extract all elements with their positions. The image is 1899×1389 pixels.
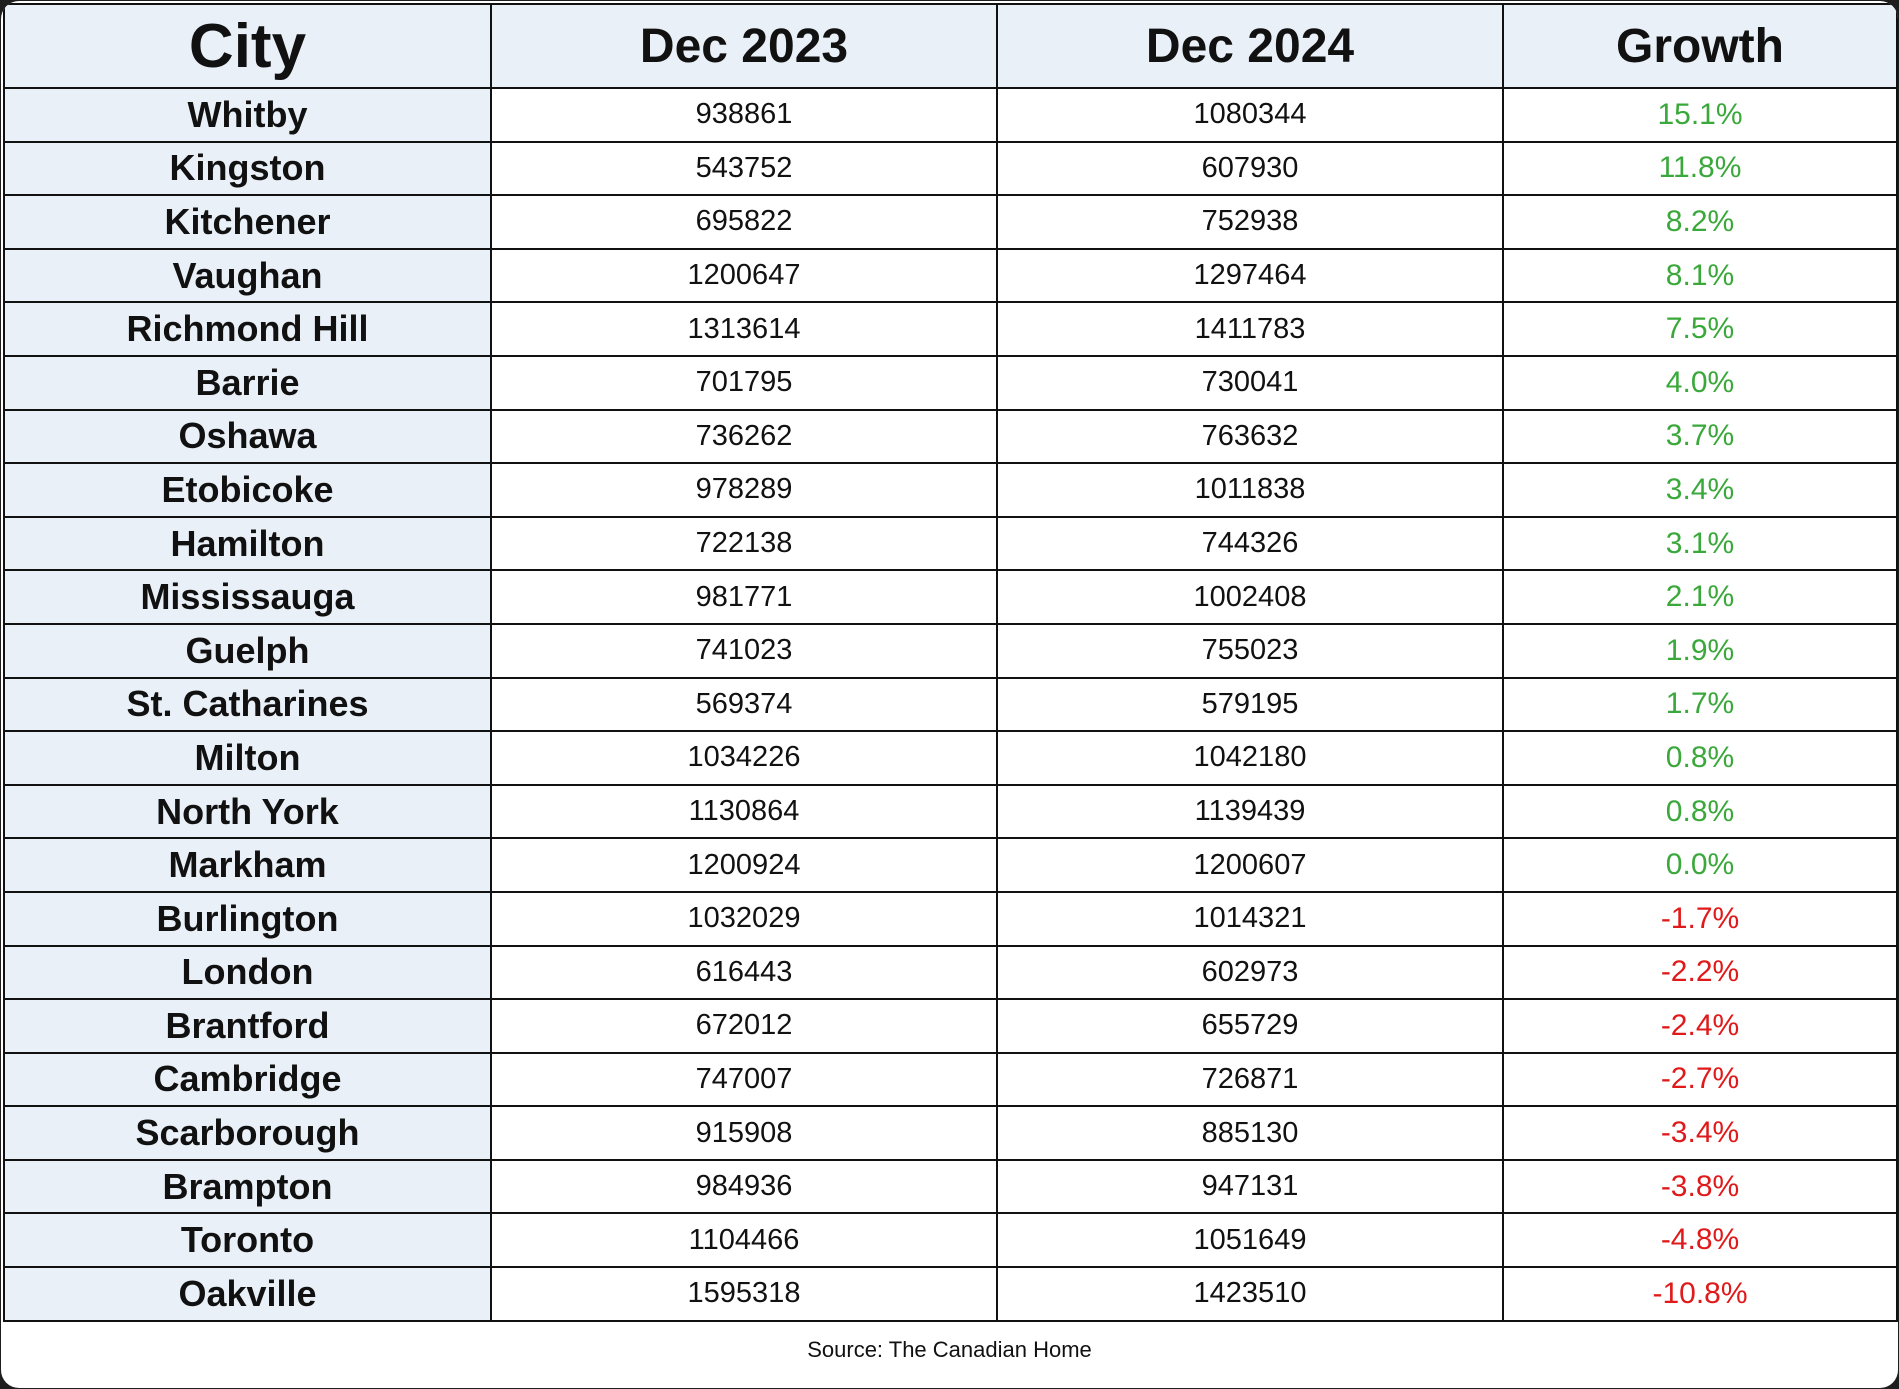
dec-2023-cell: 672012 — [491, 999, 997, 1053]
growth-cell: 0.8% — [1503, 731, 1897, 785]
dec-2024-cell: 607930 — [997, 142, 1503, 196]
dec-2023-cell: 1200647 — [491, 249, 997, 303]
column-header-city: City — [4, 4, 491, 88]
city-cell: Brampton — [4, 1160, 491, 1214]
table-row — [4, 1267, 1897, 1321]
city-cell: Richmond Hill — [4, 302, 491, 356]
city-cell: Barrie — [4, 356, 491, 410]
dec-2023-cell: 1034226 — [491, 731, 997, 785]
city-cell: Markham — [4, 838, 491, 892]
growth-cell: 0.8% — [1503, 785, 1897, 839]
growth-cell: -1.7% — [1503, 892, 1897, 946]
growth-cell: 4.0% — [1503, 356, 1897, 410]
table-row — [4, 892, 1897, 946]
table-row — [4, 1160, 1897, 1214]
growth-cell: -2.4% — [1503, 999, 1897, 1053]
dec-2023-cell: 1130864 — [491, 785, 997, 839]
dec-2023-cell: 1200924 — [491, 838, 997, 892]
dec-2024-cell: 885130 — [997, 1106, 1503, 1160]
city-cell: London — [4, 946, 491, 1000]
dec-2024-cell: 1080344 — [997, 88, 1503, 142]
growth-cell: 0.0% — [1503, 838, 1897, 892]
city-cell: Kitchener — [4, 195, 491, 249]
dec-2023-cell: 616443 — [491, 946, 997, 1000]
growth-cell: 3.4% — [1503, 463, 1897, 517]
dec-2024-cell: 1051649 — [997, 1213, 1503, 1267]
dec-2024-cell: 744326 — [997, 517, 1503, 571]
growth-cell: -4.8% — [1503, 1213, 1897, 1267]
dec-2024-cell: 730041 — [997, 356, 1503, 410]
dec-2023-cell: 695822 — [491, 195, 997, 249]
table-row — [4, 88, 1897, 142]
city-cell: St. Catharines — [4, 678, 491, 732]
column-header-growth: Growth — [1503, 4, 1897, 88]
dec-2024-cell: 1297464 — [997, 249, 1503, 303]
growth-cell: 3.7% — [1503, 410, 1897, 464]
dec-2024-cell: 1002408 — [997, 570, 1503, 624]
dec-2023-cell: 1104466 — [491, 1213, 997, 1267]
dec-2024-cell: 655729 — [997, 999, 1503, 1053]
table-row — [4, 249, 1897, 303]
growth-cell: -10.8% — [1503, 1267, 1897, 1321]
city-cell: Oakville — [4, 1267, 491, 1321]
dec-2023-cell: 984936 — [491, 1160, 997, 1214]
growth-cell: -3.8% — [1503, 1160, 1897, 1214]
table-row — [4, 142, 1897, 196]
city-cell: Cambridge — [4, 1053, 491, 1107]
growth-cell: 1.7% — [1503, 678, 1897, 732]
table-row — [4, 1053, 1897, 1107]
dec-2024-cell: 1011838 — [997, 463, 1503, 517]
dec-2024-cell: 579195 — [997, 678, 1503, 732]
dec-2024-cell: 1411783 — [997, 302, 1503, 356]
dec-2024-cell: 1014321 — [997, 892, 1503, 946]
growth-cell: 8.1% — [1503, 249, 1897, 303]
dec-2023-cell: 747007 — [491, 1053, 997, 1107]
city-cell: Mississauga — [4, 570, 491, 624]
data-table — [3, 3, 1898, 1322]
dec-2024-cell: 947131 — [997, 1160, 1503, 1214]
dec-2023-cell: 736262 — [491, 410, 997, 464]
growth-cell: -2.2% — [1503, 946, 1897, 1000]
table-row — [4, 731, 1897, 785]
city-cell: Vaughan — [4, 249, 491, 303]
city-cell: Oshawa — [4, 410, 491, 464]
dec-2024-cell: 755023 — [997, 624, 1503, 678]
column-header-dec-2023: Dec 2023 — [491, 4, 997, 88]
dec-2024-cell: 726871 — [997, 1053, 1503, 1107]
table-row — [4, 1106, 1897, 1160]
city-cell: Scarborough — [4, 1106, 491, 1160]
dec-2024-cell: 1139439 — [997, 785, 1503, 839]
dec-2023-cell: 1313614 — [491, 302, 997, 356]
table-row — [4, 570, 1897, 624]
dec-2023-cell: 915908 — [491, 1106, 997, 1160]
header-row — [4, 4, 1897, 88]
table-row — [4, 302, 1897, 356]
dec-2023-cell: 543752 — [491, 142, 997, 196]
growth-cell: 8.2% — [1503, 195, 1897, 249]
table-row — [4, 838, 1897, 892]
growth-cell: -2.7% — [1503, 1053, 1897, 1107]
city-cell: Brantford — [4, 999, 491, 1053]
dec-2023-cell: 938861 — [491, 88, 997, 142]
dec-2023-cell: 1032029 — [491, 892, 997, 946]
dec-2024-cell: 763632 — [997, 410, 1503, 464]
table-row — [4, 946, 1897, 1000]
table-row — [4, 624, 1897, 678]
growth-cell: 15.1% — [1503, 88, 1897, 142]
column-header-dec-2024: Dec 2024 — [997, 4, 1503, 88]
table-row — [4, 678, 1897, 732]
dec-2023-cell: 1595318 — [491, 1267, 997, 1321]
growth-cell: 2.1% — [1503, 570, 1897, 624]
table-row — [4, 517, 1897, 571]
dec-2023-cell: 701795 — [491, 356, 997, 410]
table-row — [4, 463, 1897, 517]
city-cell: Kingston — [4, 142, 491, 196]
table-row — [4, 410, 1897, 464]
city-cell: Burlington — [4, 892, 491, 946]
dec-2024-cell: 1200607 — [997, 838, 1503, 892]
dec-2023-cell: 722138 — [491, 517, 997, 571]
city-cell: North York — [4, 785, 491, 839]
city-cell: Milton — [4, 731, 491, 785]
city-cell: Guelph — [4, 624, 491, 678]
city-cell: Whitby — [4, 88, 491, 142]
city-cell: Hamilton — [4, 517, 491, 571]
table-row — [4, 195, 1897, 249]
dec-2024-cell: 1042180 — [997, 731, 1503, 785]
source-note: Source: The Canadian Home — [807, 1337, 1092, 1362]
table-card — [1, 1, 1898, 1388]
dec-2023-cell: 569374 — [491, 678, 997, 732]
city-cell: Toronto — [4, 1213, 491, 1267]
table-row — [4, 1213, 1897, 1267]
table-row — [4, 356, 1897, 410]
dec-2024-cell: 1423510 — [997, 1267, 1503, 1321]
growth-cell: -3.4% — [1503, 1106, 1897, 1160]
dec-2024-cell: 752938 — [997, 195, 1503, 249]
dec-2023-cell: 741023 — [491, 624, 997, 678]
table-row — [4, 785, 1897, 839]
table-row — [4, 999, 1897, 1053]
dec-2024-cell: 602973 — [997, 946, 1503, 1000]
growth-cell: 3.1% — [1503, 517, 1897, 571]
city-cell: Etobicoke — [4, 463, 491, 517]
growth-cell: 7.5% — [1503, 302, 1897, 356]
growth-cell: 1.9% — [1503, 624, 1897, 678]
dec-2023-cell: 978289 — [491, 463, 997, 517]
growth-cell: 11.8% — [1503, 142, 1897, 196]
dec-2023-cell: 981771 — [491, 570, 997, 624]
table-body — [4, 88, 1897, 1321]
